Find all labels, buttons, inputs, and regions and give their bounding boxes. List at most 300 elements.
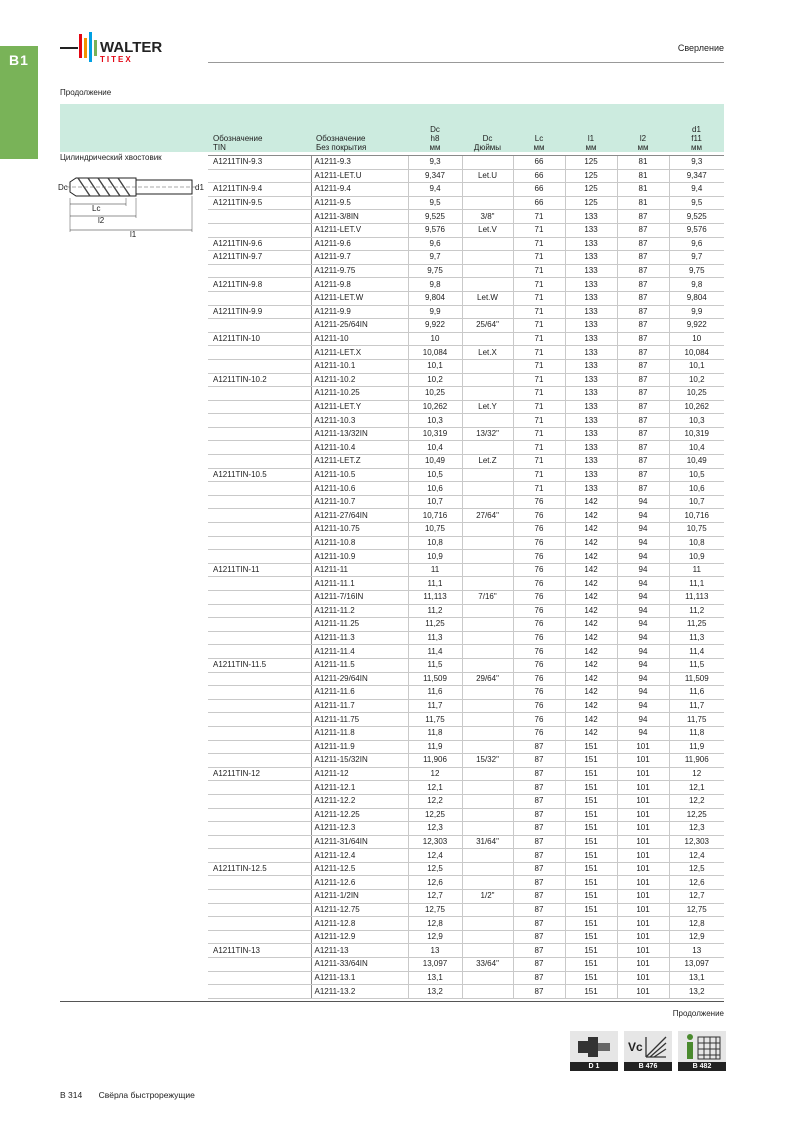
table-cell [208,577,311,591]
page-number: B 314 [60,1090,83,1100]
table-row [208,618,724,632]
table-cell [208,713,311,727]
table-cell: A1211-13.2 [311,985,408,999]
table-cell: A1211-LET.U [311,169,408,183]
table-cell: 11,906 [669,754,724,768]
column-header [669,104,724,156]
table-cell: A1211TIN-10 [208,332,311,346]
table-row [208,903,724,917]
table-cell: 13 [669,944,724,958]
table-cell: 9,4 [669,183,724,197]
table-cell: A1211-25/64IN [311,319,408,333]
table-cell: 142 [565,495,617,509]
table-cell: 87 [513,985,565,999]
table-cell: 133 [565,387,617,401]
table-cell: 101 [617,794,669,808]
table-row [208,604,724,618]
table-cell: 94 [617,563,669,577]
table-cell [208,835,311,849]
table-row [208,862,724,876]
table-cell: 87 [617,359,669,373]
table-cell: A1211-11.8 [311,726,408,740]
table-cell: A1211-9.7 [311,251,408,265]
table-cell: 9,3 [669,156,724,170]
table-cell [462,264,513,278]
table-cell: 87 [617,264,669,278]
table-cell: 9,7 [669,251,724,265]
table-cell: 12,6 [669,876,724,890]
table-cell: A1211-13/32IN [311,427,408,441]
table-cell: 11 [669,563,724,577]
table-cell: 11,7 [408,699,462,713]
table-cell: 71 [513,441,565,455]
table-cell: A1211-12.9 [311,930,408,944]
table-cell: 151 [565,971,617,985]
table-cell: 142 [565,618,617,632]
footer [60,1090,209,1100]
table-row [208,699,724,713]
table-cell: A1211-7/16IN [311,591,408,605]
table-cell: 10,4 [669,441,724,455]
table-cell: 101 [617,890,669,904]
table-cell: 71 [513,305,565,319]
table-row [208,291,724,305]
table-row [208,509,724,523]
table-cell [208,210,311,224]
table-row [208,890,724,904]
table-cell: 87 [513,754,565,768]
table-cell: 87 [617,387,669,401]
table-cell: 151 [565,849,617,863]
table-cell: 29/64" [462,672,513,686]
table-cell: A1211-11 [311,563,408,577]
table-cell: 142 [565,658,617,672]
table-cell: 76 [513,618,565,632]
table-row [208,196,724,210]
table-cell: 12,25 [408,808,462,822]
table-cell: 101 [617,754,669,768]
table-cell: 101 [617,917,669,931]
table-cell: 94 [617,523,669,537]
table-cell [208,890,311,904]
table-cell: 11,6 [669,686,724,700]
column-header-line: h8 [430,134,440,143]
table-cell: A1211TIN-11 [208,563,311,577]
table-cell: A1211-12.3 [311,822,408,836]
table-cell [462,577,513,591]
table-cell [208,971,311,985]
table-cell: 87 [617,237,669,251]
table-cell [462,373,513,387]
shank-label: Цилиндрический хвостовик [60,153,162,162]
table-row [208,278,724,292]
table-header-row [208,104,724,156]
table-cell: 71 [513,359,565,373]
info-icon[interactable] [678,1031,726,1071]
table-cell: 142 [565,686,617,700]
table-cell [208,672,311,686]
table-cell [462,794,513,808]
table-cell: 133 [565,237,617,251]
table-cell: A1211-12 [311,767,408,781]
table-cell [208,441,311,455]
table-row [208,645,724,659]
table-cell: 9,804 [408,291,462,305]
table-cell: 12,1 [408,781,462,795]
table-cell: 87 [617,468,669,482]
table-cell: 81 [617,183,669,197]
table-cell: 10,1 [669,359,724,373]
table-cell [208,903,311,917]
table-cell: A1211-12.8 [311,917,408,931]
table-row [208,917,724,931]
table-cell: 94 [617,726,669,740]
table-row [208,781,724,795]
table-cell [208,849,311,863]
table-cell: 151 [565,835,617,849]
table-cell [462,699,513,713]
table-cell: 9,576 [408,223,462,237]
table-cell: 12,1 [669,781,724,795]
table-cell: 71 [513,387,565,401]
column-header-line: Обозначение [213,134,263,143]
label-d1: d1 [195,183,204,192]
table-cell: 101 [617,781,669,795]
table-cell: 13,1 [669,971,724,985]
table-cell: 71 [513,455,565,469]
cutting-data-icon[interactable] [624,1031,672,1071]
table-cell: 133 [565,346,617,360]
table-cell: 87 [617,332,669,346]
table-cell: A1211-33/64IN [311,958,408,972]
table-cell: Let.X [462,346,513,360]
table-cell [208,536,311,550]
table-cell [208,808,311,822]
bottom-rule [60,1001,724,1002]
table-cell: A1211-9.9 [311,305,408,319]
table-row [208,930,724,944]
table-cell: 71 [513,278,565,292]
table-cell: 11,1 [408,577,462,591]
table-cell: 10,25 [408,387,462,401]
table-cell: 151 [565,794,617,808]
table-cell: 94 [617,631,669,645]
section-tab [0,46,38,159]
table-cell: 10,319 [408,427,462,441]
table-row [208,332,724,346]
table-cell: 101 [617,822,669,836]
table-cell: 11,4 [408,645,462,659]
table-cell [462,237,513,251]
table-cell: 10,7 [669,495,724,509]
table-cell [208,264,311,278]
table-cell: 9,9 [408,305,462,319]
continued-top: Продолжение [60,88,112,97]
table-cell: 12,4 [408,849,462,863]
table-cell: 66 [513,169,565,183]
table-cell: A1211-9.6 [311,237,408,251]
table-cell: A1211-3/8IN [311,210,408,224]
table-cell: 9,576 [669,223,724,237]
table-cell [208,794,311,808]
table-cell: Let.Y [462,400,513,414]
table-cell: 76 [513,686,565,700]
table-cell: A1211-10.9 [311,550,408,564]
table-cell [208,726,311,740]
table-cell: 87 [513,740,565,754]
table-cell: 1/2" [462,890,513,904]
table-cell: 10,2 [408,373,462,387]
table-cell [208,523,311,537]
table-cell: 10,75 [408,523,462,537]
table-cell: 12,6 [408,876,462,890]
table-row [208,319,724,333]
table-cell: 76 [513,672,565,686]
table-cell: 76 [513,523,565,537]
table-cell [208,754,311,768]
table-cell: 87 [513,849,565,863]
table-cell: A1211-LET.W [311,291,408,305]
table-cell: 133 [565,210,617,224]
table-cell: 25/64" [462,319,513,333]
table-cell: A1211TIN-10.2 [208,373,311,387]
table-cell [462,550,513,564]
table-cell: 133 [565,264,617,278]
table-cell: 11,906 [408,754,462,768]
table-cell [462,726,513,740]
table-cell: 142 [565,713,617,727]
table-row [208,808,724,822]
table-cell: 125 [565,183,617,197]
table-cell: A1211-LET.X [311,346,408,360]
table-cell [208,427,311,441]
table-cell: 151 [565,754,617,768]
table-cell: 71 [513,291,565,305]
table-cell: 10,25 [669,387,724,401]
table-cell: A1211TIN-9.6 [208,237,311,251]
table-cell: 142 [565,509,617,523]
table-cell [208,291,311,305]
column-header-line: Lc [534,134,544,143]
table-cell: A1211-1/2IN [311,890,408,904]
table-cell: 71 [513,468,565,482]
table-cell: 71 [513,251,565,265]
table-cell [208,822,311,836]
table-cell: 13/32" [462,427,513,441]
table-cell [208,781,311,795]
holder-icon-label: D 1 [570,1062,618,1071]
table-cell: 10,5 [408,468,462,482]
column-header-line: мм [585,143,597,152]
table-row [208,482,724,496]
table-row [208,210,724,224]
table-cell: 101 [617,767,669,781]
table-cell: 133 [565,400,617,414]
table-cell: 87 [617,441,669,455]
table-cell: 10 [669,332,724,346]
table-cell: A1211-11.3 [311,631,408,645]
walter-logo [60,30,200,66]
table-cell: A1211-10.25 [311,387,408,401]
table-cell: 9,75 [669,264,724,278]
table-cell: 151 [565,958,617,972]
table-cell: 11,2 [408,604,462,618]
table-cell: A1211-11.7 [311,699,408,713]
table-cell: 94 [617,713,669,727]
column-header-line: l2 [639,134,647,143]
table-row [208,876,724,890]
column-header-line: Dc [430,125,440,134]
table-row [208,455,724,469]
table-cell: 9,75 [408,264,462,278]
table-cell: 71 [513,332,565,346]
table-row [208,563,724,577]
table-cell [462,658,513,672]
table-cell [208,223,311,237]
table-cell [208,740,311,754]
table-cell: 76 [513,509,565,523]
column-header-line: мм [429,143,441,152]
table-cell: 87 [513,917,565,931]
table-row [208,713,724,727]
table-cell: 76 [513,536,565,550]
table-cell: 101 [617,958,669,972]
table-cell: 151 [565,985,617,999]
table-cell: 81 [617,156,669,170]
table-cell: A1211-12.2 [311,794,408,808]
table-cell: 133 [565,223,617,237]
table-cell: 10,9 [669,550,724,564]
table-cell: 71 [513,319,565,333]
table-row [208,251,724,265]
table-cell: 12,4 [669,849,724,863]
table-cell: 33/64" [462,958,513,972]
table-cell [208,985,311,999]
table-cell: A1211-LET.V [311,223,408,237]
table-cell: 133 [565,482,617,496]
table-cell: 10,75 [669,523,724,537]
table-cell: A1211-10.7 [311,495,408,509]
holder-icon[interactable] [570,1031,618,1071]
table-row [208,237,724,251]
table-cell: 151 [565,930,617,944]
table-cell [462,156,513,170]
table-cell: A1211-10.5 [311,468,408,482]
table-cell: 151 [565,740,617,754]
table-cell: 10,716 [669,509,724,523]
table-row [208,359,724,373]
table-cell: 151 [565,917,617,931]
table-cell: 12,9 [669,930,724,944]
label-dc: Dc [58,183,68,192]
table-cell: 3/8" [462,210,513,224]
table-cell: 11,9 [408,740,462,754]
table-cell: 94 [617,658,669,672]
table-cell: 133 [565,455,617,469]
drill-table [208,104,724,999]
table-cell: 10,1 [408,359,462,373]
table-cell: 151 [565,767,617,781]
table-cell: 12,7 [669,890,724,904]
table-row [208,441,724,455]
table-cell: A1211-11.2 [311,604,408,618]
table-row [208,156,724,170]
table-cell: Let.Z [462,455,513,469]
table-cell: 87 [513,890,565,904]
table-cell [208,414,311,428]
top-rule [208,62,724,63]
table-row [208,577,724,591]
table-cell: 133 [565,319,617,333]
table-cell: 10,4 [408,441,462,455]
table-cell: 87 [617,251,669,265]
table-cell: 76 [513,726,565,740]
table-cell: A1211-11.5 [311,658,408,672]
column-header [208,104,311,156]
table-cell: 87 [513,767,565,781]
table-cell: 7/16" [462,591,513,605]
table-cell: 87 [617,278,669,292]
table-cell [462,713,513,727]
table-cell: 9,3 [408,156,462,170]
table-row [208,223,724,237]
table-cell: A1211-10.2 [311,373,408,387]
table-cell: 11,25 [408,618,462,632]
table-cell: 101 [617,944,669,958]
table-cell: 87 [513,862,565,876]
table-cell: 87 [513,808,565,822]
table-row [208,387,724,401]
table-cell: A1211-12.6 [311,876,408,890]
table-cell: 10,2 [669,373,724,387]
table-cell: 94 [617,577,669,591]
table-cell [462,278,513,292]
table-cell: 11,1 [669,577,724,591]
table-cell [208,876,311,890]
table-cell: 12,9 [408,930,462,944]
table-cell: 101 [617,808,669,822]
table-row [208,550,724,564]
table-cell: A1211-31/64IN [311,835,408,849]
table-cell [208,482,311,496]
table-cell: 94 [617,699,669,713]
table-cell: 125 [565,156,617,170]
table-cell [462,183,513,197]
table-cell: 125 [565,196,617,210]
table-cell: 9,525 [408,210,462,224]
table-cell: 9,6 [408,237,462,251]
table-cell: 76 [513,577,565,591]
table-cell [462,631,513,645]
table-cell: 9,9 [669,305,724,319]
table-cell: 81 [617,196,669,210]
table-cell: 125 [565,169,617,183]
table-cell [462,604,513,618]
column-header-line: Обозначение [316,134,366,143]
table-row [208,835,724,849]
table-cell: 133 [565,441,617,455]
table-cell: 11,3 [669,631,724,645]
table-cell [462,196,513,210]
column-header-line: Дюймы [473,143,502,152]
label-l1: l1 [130,230,137,239]
table-cell: 101 [617,985,669,999]
table-cell: A1211-10.1 [311,359,408,373]
table-cell: 76 [513,495,565,509]
table-cell: 13,2 [669,985,724,999]
table-cell: 9,8 [669,278,724,292]
table-cell: 87 [617,373,669,387]
